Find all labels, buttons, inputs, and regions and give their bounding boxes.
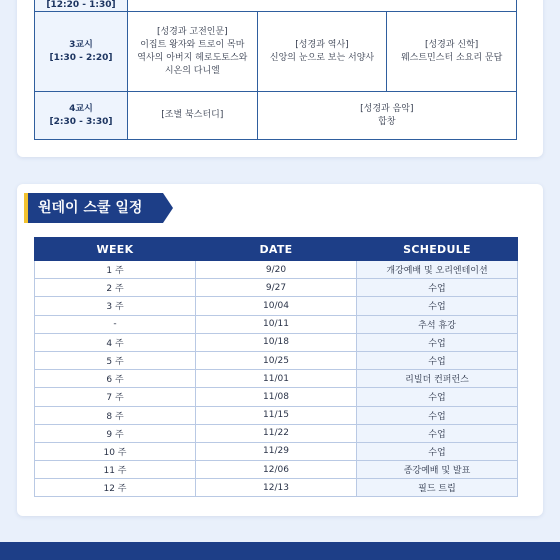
period-cell: [35, 92, 128, 140]
class-title: 웨스트민스터 소요리 문답: [400, 52, 503, 63]
week-cell: 3 주: [35, 297, 196, 315]
table-row: [35, 442, 518, 460]
schedule-cell: 추석 휴강: [357, 315, 518, 333]
table-row: [35, 333, 518, 351]
schedule-cell: 리빌더 컨퍼런스: [357, 370, 518, 388]
table-row: [35, 479, 518, 497]
date-cell: 10/04: [196, 297, 357, 315]
class-title: 역사의 아버지 헤로도토스와: [137, 52, 248, 63]
class-cell: [128, 0, 517, 12]
period-cell: [35, 0, 128, 12]
date-cell: 10/25: [196, 351, 357, 369]
class-title: 신앙의 눈으로 보는 서양사: [269, 52, 375, 63]
week-cell: 9 주: [35, 424, 196, 442]
table-row: [35, 351, 518, 369]
schedule-cell: 수업: [357, 279, 518, 297]
week-cell: 12 주: [35, 479, 196, 497]
period-time: [2:30 - 3:30]: [49, 116, 113, 127]
date-cell: 12/13: [196, 479, 357, 497]
date-cell: 11/29: [196, 442, 357, 460]
schedule-cell: 수업: [357, 442, 518, 460]
footer-bar: [0, 542, 560, 560]
date-cell: 11/15: [196, 406, 357, 424]
class-title: 합창: [378, 116, 396, 127]
schedule-cell: 필드 트립: [357, 479, 518, 497]
week-cell: 8 주: [35, 406, 196, 424]
schedule-body: [35, 261, 518, 497]
date-cell: 11/22: [196, 424, 357, 442]
table-row: [35, 261, 518, 279]
week-cell: 1 주: [35, 261, 196, 279]
class-cell: [257, 92, 516, 140]
schedule-cell: 수업: [357, 424, 518, 442]
class-tag: [성경과 역사]: [295, 39, 349, 50]
schedule-header-row: [35, 238, 518, 261]
period-cell: [35, 12, 128, 92]
timetable-row: [35, 12, 517, 92]
week-header: WEEK: [35, 238, 196, 261]
date-cell: 12/06: [196, 461, 357, 479]
period-name: 4교시: [69, 103, 93, 114]
date-cell: 9/20: [196, 261, 357, 279]
class-cell: [128, 12, 258, 92]
date-header: DATE: [196, 238, 357, 261]
schedule-cell: 수업: [357, 388, 518, 406]
timetable-row: [35, 0, 517, 12]
class-title: 시온의 다니엘: [164, 65, 220, 76]
period-time: [12:20 - 1:30]: [46, 0, 116, 10]
schedule-cell: 종강예배 및 발표: [357, 461, 518, 479]
date-cell: 9/27: [196, 279, 357, 297]
table-row: [35, 370, 518, 388]
class-cell: [257, 12, 387, 92]
date-cell: 11/08: [196, 388, 357, 406]
section-title: 원데이 스쿨 일정: [26, 193, 163, 223]
table-row: [35, 461, 518, 479]
date-cell: 10/18: [196, 333, 357, 351]
table-row: [35, 424, 518, 442]
period-name: 3교시: [69, 39, 93, 50]
schedule-header: SCHEDULE: [357, 238, 518, 261]
week-cell: 7 주: [35, 388, 196, 406]
table-row: [35, 297, 518, 315]
table-row: [35, 406, 518, 424]
schedule-cell: 개강예배 및 오리엔테이션: [357, 261, 518, 279]
week-cell: 6 주: [35, 370, 196, 388]
timetable-row: [35, 92, 517, 140]
class-cell: [387, 12, 517, 92]
class-cell: [128, 92, 258, 140]
class-tag: [성경과 신학]: [424, 39, 479, 50]
class-title: 이집트 왕자와 트로이 목마: [140, 39, 245, 50]
week-cell: -: [35, 315, 196, 333]
date-cell: 10/11: [196, 315, 357, 333]
week-cell: 10 주: [35, 442, 196, 460]
week-cell: 5 주: [35, 351, 196, 369]
timetable: [34, 0, 517, 140]
week-cell: 11 주: [35, 461, 196, 479]
table-row: [35, 388, 518, 406]
table-row: [35, 279, 518, 297]
class-tag: [성경과 고전인문]: [156, 26, 228, 37]
title-accent: [24, 193, 28, 223]
period-time: [1:30 - 2:20]: [49, 52, 113, 63]
schedule-cell: 수업: [357, 406, 518, 424]
week-cell: 4 주: [35, 333, 196, 351]
table-row: [35, 315, 518, 333]
schedule-cell: 수업: [357, 351, 518, 369]
date-cell: 11/01: [196, 370, 357, 388]
week-cell: 2 주: [35, 279, 196, 297]
schedule-table: [34, 237, 518, 497]
schedule-cell: 수업: [357, 333, 518, 351]
schedule-cell: 수업: [357, 297, 518, 315]
class-title: [조별 북스터디]: [161, 110, 224, 120]
class-tag: [성경과 음악]: [360, 103, 414, 114]
